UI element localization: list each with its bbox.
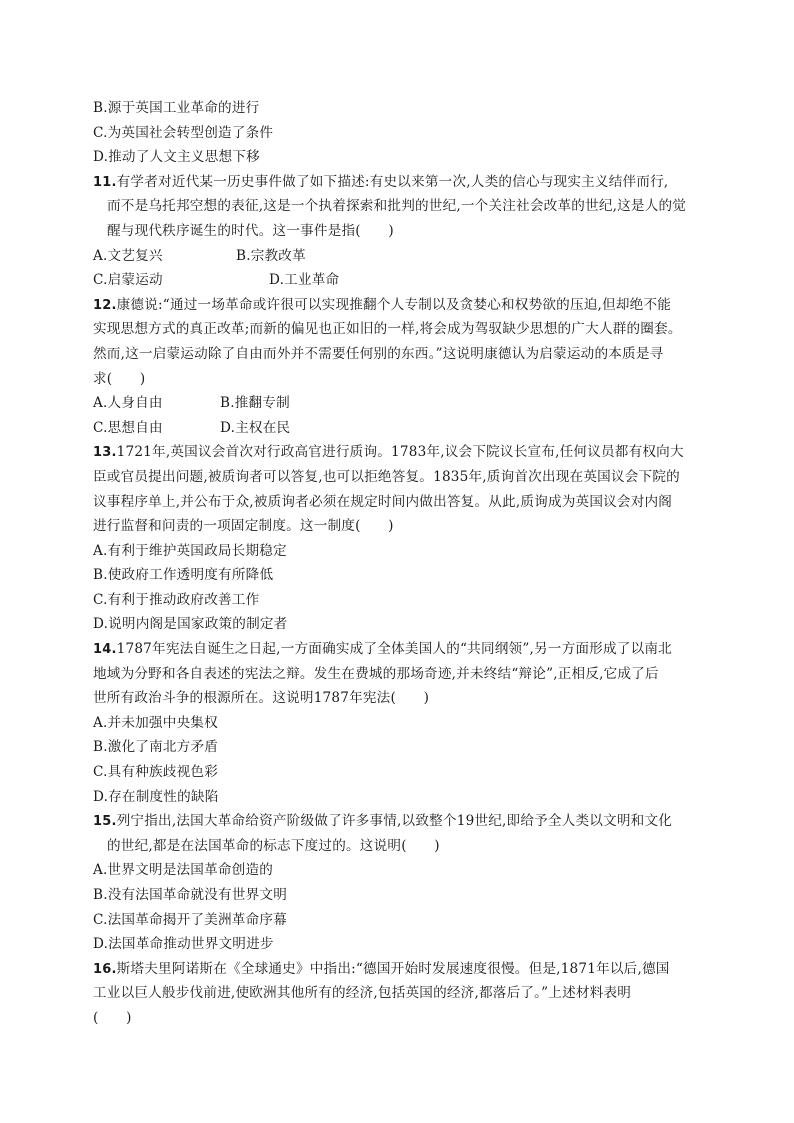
option-a: A.世界文明是法国革命创造的 — [93, 862, 274, 879]
question-text: 斯塔夫里阿诺斯在《全球通史》中指出:“德国开始时发展速度很慢。但是,1871年以后,德国 — [116, 960, 670, 977]
question-number: 16. — [93, 961, 117, 977]
option-d: D.法国革命推动世界文明进步 — [93, 936, 274, 953]
question-text: 1721年,英国议会首次对行政高官进行质询。1783年,议会下院议长宣布,任何议员都有权向大 — [116, 444, 684, 461]
option-b: B.推翻专制 — [220, 395, 290, 412]
question-number: 12. — [93, 297, 117, 313]
question-text: 有学者对近代某一历史事件做了如下描述:有史以来第一次,人类的信心与现实主义结伴而行, — [116, 173, 669, 190]
option-d: D.主权在民 — [220, 419, 291, 436]
question-16-stem-line: 工业以巨人般步伐前进,使欧洲其他所有的经济,包括英国的经济,都落后了。”上述材料表明 — [93, 985, 632, 1002]
option-b: B.激化了南北方矛盾 — [93, 739, 219, 756]
option-c: C.法国革命揭开了美洲革命序幕 — [93, 911, 287, 928]
option-b: B.源于英国工业革命的进行 — [93, 100, 260, 116]
question-text: 1787年宪法自诞生之日起,一方面确实成了全体美国人的“共同纲领”,另一方面形成了以南北 — [116, 641, 672, 658]
option-a: A.人身自由 — [93, 395, 163, 412]
option-c: C.为英国社会转型创造了条件 — [93, 124, 274, 141]
exam-page — [93, 96, 709, 1031]
option-d: D.存在制度性的缺陷 — [93, 788, 219, 805]
question-13-stem-line: 进行监督和问责的一项固定制度。这一制度( ) — [93, 518, 394, 535]
question-number: 15. — [93, 814, 117, 830]
question-12-options-row — [93, 416, 709, 441]
question-14-stem-line: 地域为分野和各自表述的宪法之辩。发生在费城的那场奇迹,并未终结“辩论”,正相反,它成了后 — [93, 665, 659, 682]
question-13-stem-line: 臣或官员提出问题,被质询者可以答复,也可以拒绝答复。1835年,质询首次出现在英国议会下院的 — [93, 468, 680, 485]
question-number: 14. — [93, 642, 117, 658]
option-a: A.文艺复兴 — [93, 247, 163, 264]
question-15-stem-line: 的世纪,都是在法国革命的标志下度过的。这说明( ) — [107, 837, 440, 854]
option-a: A.有利于维护英国政局长期稳定 — [93, 542, 287, 559]
question-12-options-row — [93, 391, 709, 416]
question-11-options-row — [93, 244, 709, 269]
question-15-stem-line — [93, 809, 709, 834]
question-text: 列宁指出,法国大革命给资产阶级做了许多事情,以致整个19世纪,即给予全人类以文明和文化 — [116, 813, 673, 830]
question-12-stem-line: 然而,这一启蒙运动除了自由而外并不需要任何别的东西。”这说明康德认为启蒙运动的本质是寻 — [93, 345, 664, 362]
question-13-stem-line: 议事程序单上,并公布于众,被质询者必须在规定时间内做出答复。从此,质询成为英国议会对内阁 — [93, 493, 673, 510]
question-number: 13. — [93, 445, 117, 461]
question-16-stem-line: ( ) — [93, 1009, 132, 1026]
option-c: C.思想自由 — [93, 419, 163, 436]
question-12-stem-line — [93, 293, 709, 318]
question-12-stem-line: 求( ) — [93, 370, 146, 387]
question-13-stem-line — [93, 440, 709, 465]
question-16-stem-line — [93, 957, 709, 982]
option-a: A.并未加强中央集权 — [93, 714, 218, 731]
question-14-stem-line: 世所有政治斗争的根源所在。这说明1787年宪法( ) — [93, 690, 430, 707]
question-text: 康德说:“通过一场革命或许很可以实现推翻个人专制以及贪婪心和权势欲的压迫,但却绝不能 — [116, 296, 672, 313]
question-11-stem-line: 而不是乌托邦空想的表征,这是一个执着探索和批判的世纪,一个关注社会改革的世纪,这是人的觉 — [107, 198, 687, 215]
question-11-stem-line: 醒与现代秩序诞生的时代。这一事件是指( ) — [107, 222, 394, 239]
question-11-stem-line — [93, 170, 709, 195]
option-b: B.宗教改革 — [236, 247, 306, 264]
option-c: C.具有种族歧视色彩 — [93, 764, 218, 781]
question-11-options-row — [93, 268, 709, 293]
option-b: B.使政府工作透明度有所降低 — [93, 567, 274, 584]
option-b: B.没有法国革命就没有世界文明 — [93, 887, 288, 903]
option-d: D.说明内阁是国家政策的制定者 — [93, 616, 288, 633]
option-d: D.推动了人文主义思想下移 — [93, 149, 260, 166]
question-number: 11. — [93, 174, 117, 190]
option-c: C.启蒙运动 — [93, 272, 163, 289]
question-12-stem-line: 实现思想方式的真正改革;而新的偏见也正如旧的一样,将会成为驾驭缺少思想的广大人群的圈套。 — [93, 321, 682, 338]
option-c: C.有利于推动政府改善工作 — [93, 591, 260, 608]
option-d: D.工业革命 — [269, 272, 340, 289]
question-14-stem-line — [93, 637, 709, 662]
